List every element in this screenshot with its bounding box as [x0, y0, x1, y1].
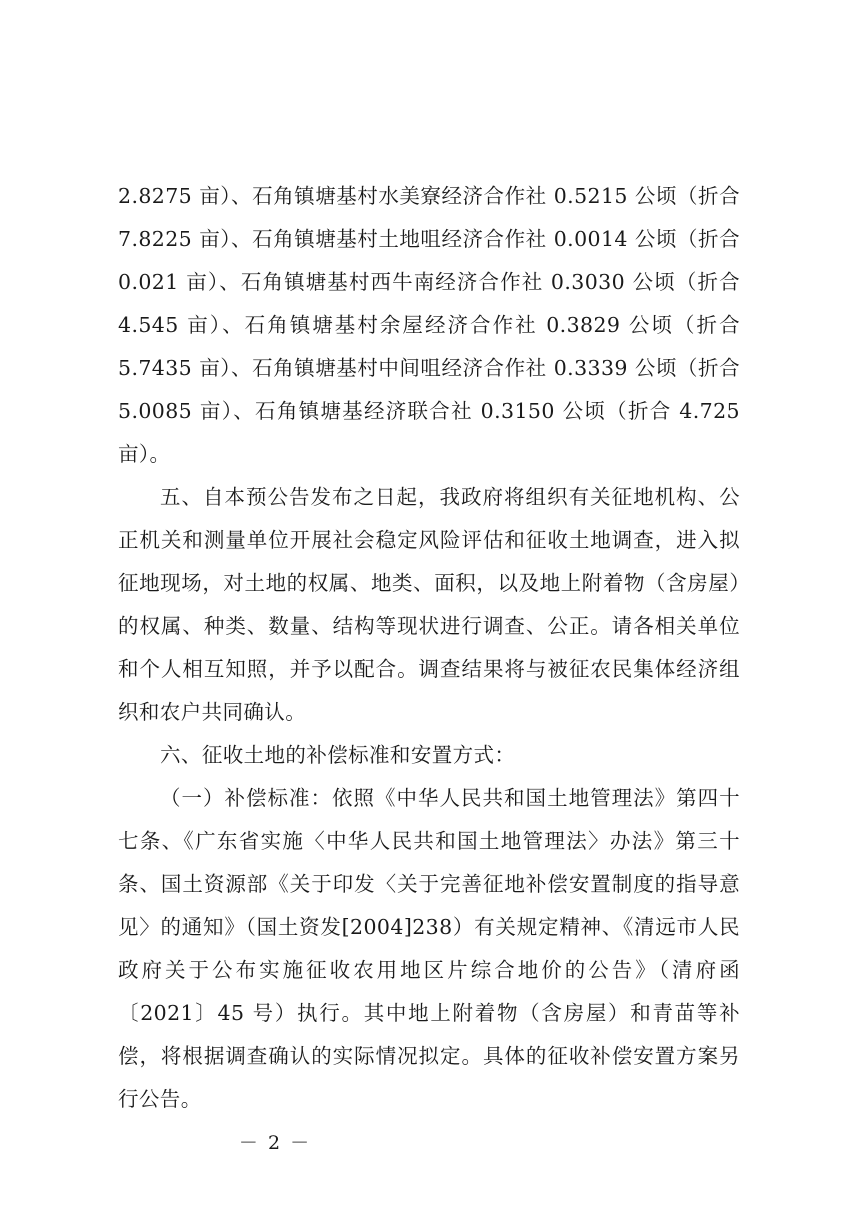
paragraph-item-six: 六、征收土地的补偿标准和安置方式： — [160, 743, 516, 767]
page-number: － 2 － — [238, 1132, 312, 1154]
paragraph-item-six-one: （一）补偿标准：依照《中华人民共和国土地管理法》第四十七条、《广东省实施〈中华人民共和国土地管理法〉办法》第三十条、国土资源部《关于印发〈关于完善征地补偿安置制度的指导意见〉的通知》（国土资发[2004]238）有关规定精神、《清远市人民政府关于公布实施征收农用地区片综合地价的公告》（清府函〔2021〕45 号）执行。其中地上附着物（含房屋）和青苗等补偿，将根据调查确认的实际情况拟定。具体的征收补偿安置方案另行公告。 — [118, 786, 740, 1111]
paragraph-item-five: 五、自本预公告发布之日起，我政府将组织有关征地机构、公正机关和测量单位开展社会稳定风险评估和征收土地调查，进入拟征地现场，对土地的权属、地类、面积，以及地上附着物（含房屋）的权属、种类、数量、结构等现状进行调查、公正。请各相关单位和个人相互知照，并予以配合。调查结果将与被征农民集体经济组织和农户共同确认。 — [118, 485, 740, 724]
page-footer — [0, 1128, 850, 1155]
document-body — [118, 175, 740, 1121]
paragraph-continued-list: 2.8275 亩）、石角镇塘基村水美寮经济合作社 0.5215 公顷（折合 7.8225 亩）、石角镇塘基村土地咀经济合作社 0.0014 公顷（折合 0.021 亩）、石角镇塘基村西牛南经济合作社 0.3030 公顷（折合 4.545 亩）、石角镇塘基村余屋经济合作社 0.3829 公顷（折合 5.7435 亩）、石角镇塘基村中间咀经济合作社 0.3339 公顷（折合 5.0085 亩）、石角镇塘基经济联合社 0.3150 公顷（折合 4.725 亩）。 — [118, 184, 740, 466]
